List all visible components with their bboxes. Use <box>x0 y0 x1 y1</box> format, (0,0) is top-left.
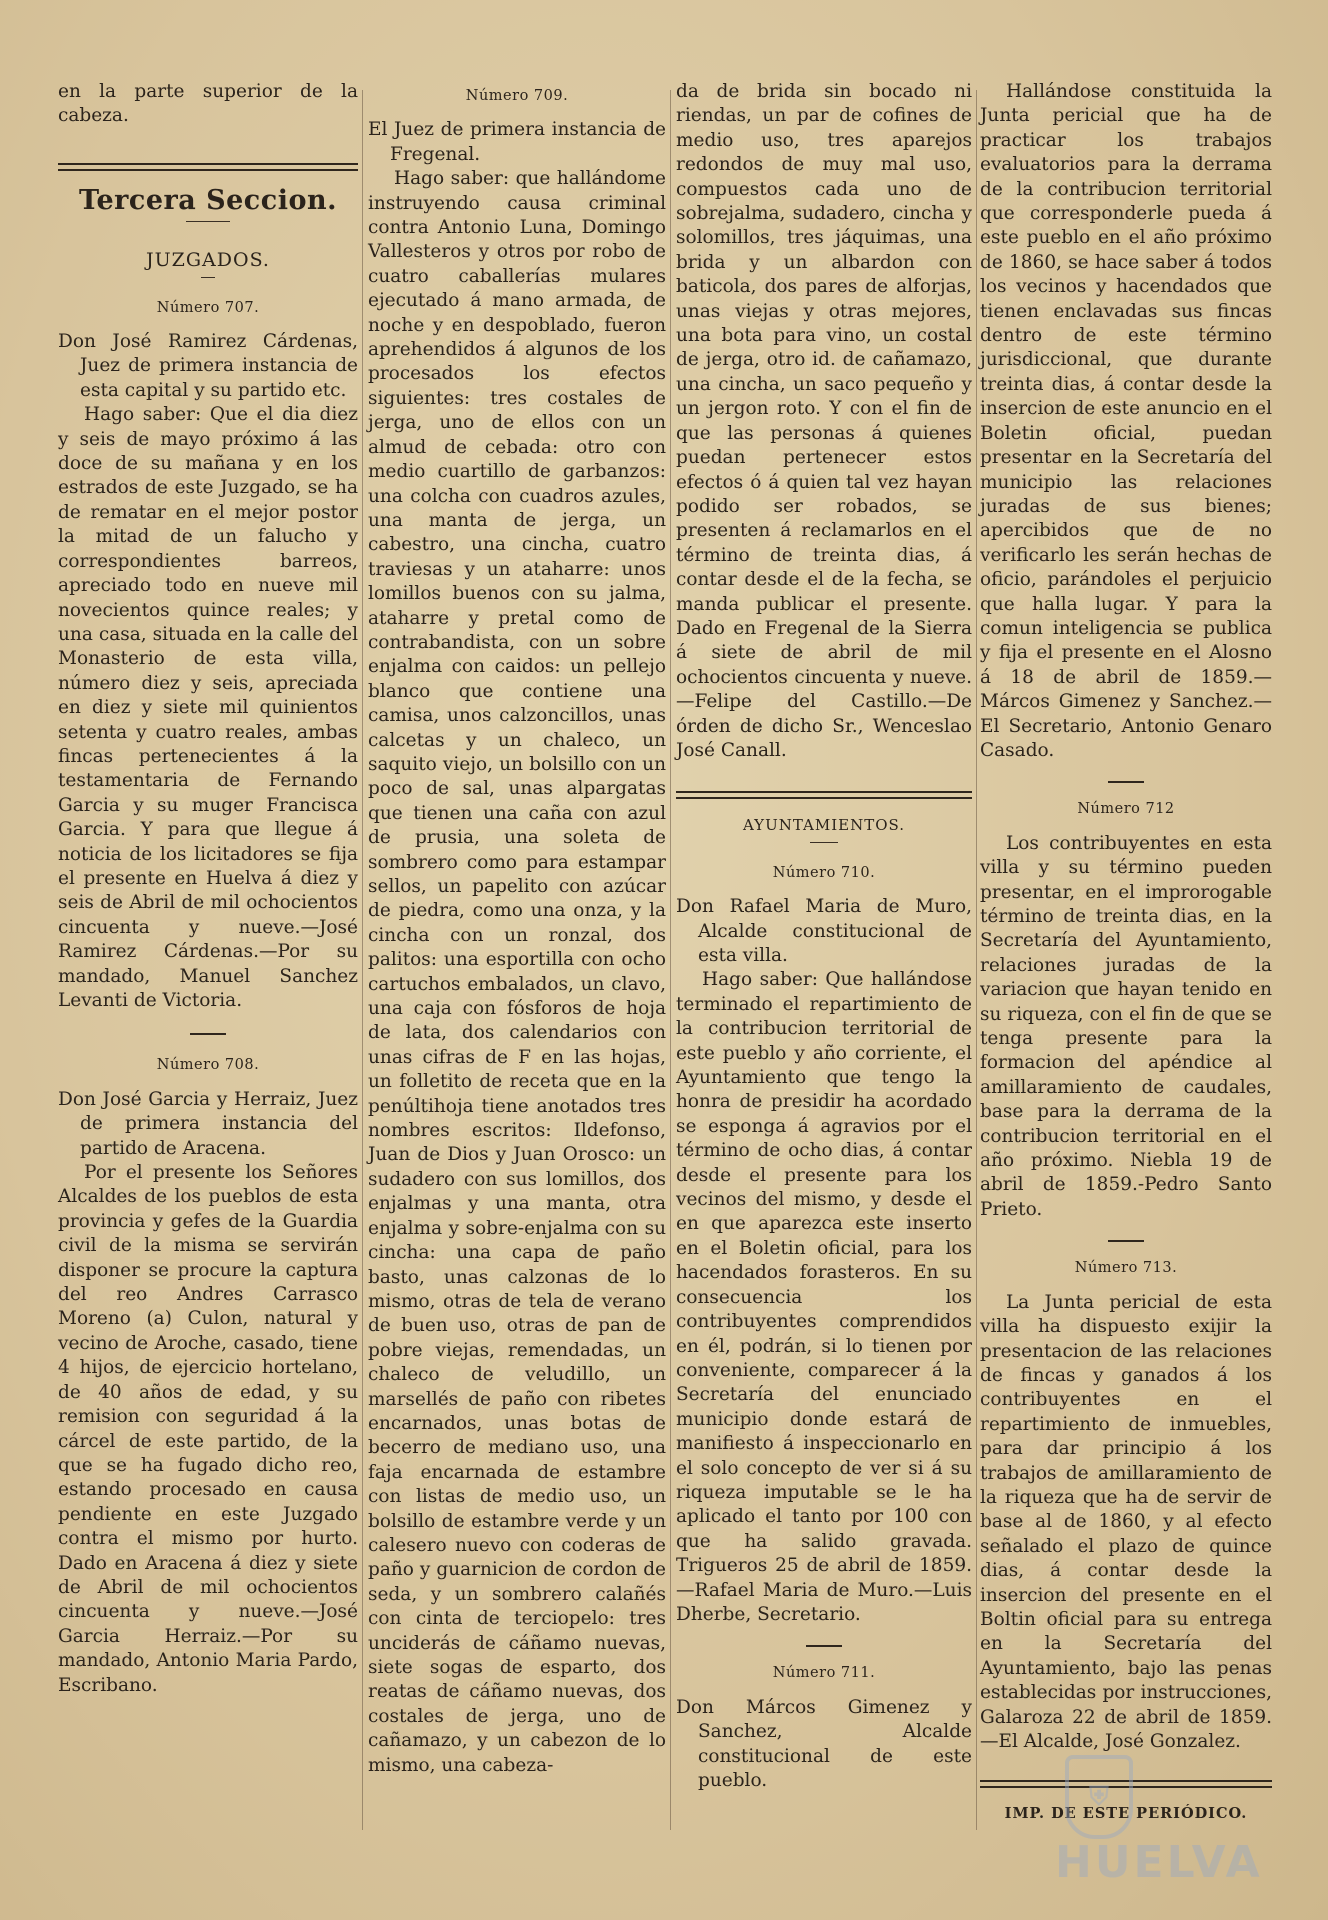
notice-separator <box>190 1033 226 1035</box>
divider <box>810 842 838 843</box>
notice-heading: El Juez de primera instancia de Fregenal. <box>368 119 666 165</box>
notice-number: Número 708. <box>156 1057 260 1074</box>
column-1 <box>58 80 358 1698</box>
column-3 <box>676 80 972 1793</box>
divider <box>186 221 230 222</box>
column-4 <box>980 80 1272 1827</box>
column-2 <box>368 80 666 1778</box>
subsection-title: JUZGADOS. <box>146 249 270 272</box>
notice-heading: Don Márcos Gimenez y Sanchez, Alcalde constitucional de este pueblo. <box>676 1696 972 1791</box>
notice-body: Por el presente los Señores Alcaldes de los pueblos de esta provincia y gefes de la Guardia civil de la misma se servirán disponer se procure la captura del reo Andres Carrasco Moreno (a) Culon, natural y vecino de Aroche, casado, tiene 4 hijos, de ejercicio hortelano, de 40 años de edad, y su remision con seguridad á la cárcel de este partido, de la que se ha fugado dicho reo, estando procesado en causa pendiente en este Juzgado contra el mismo por hurto. Dado en Aracena á diez y siete de Abril de mil ochocientos cincuenta y nueve.—José Garcia Herraiz.—Por su mandado, Antonio Maria Pardo, Escribano. <box>58 1162 358 1696</box>
notice-number: Número 707. <box>156 299 260 316</box>
notice-separator <box>1108 781 1144 783</box>
notice-number: Número 710. <box>772 864 876 881</box>
notice-body: Hago saber: Que hallándose terminado el repartimiento de la contribucion territorial de este pueblo y año corriente, el Ayuntamiento que tengo la honra de presidir ha acordado se esponga á agravios por el término de ocho dias, á contar desde el presente para los vecinos del mismo, y desde el en que aparezca este inserto en el Boletin oficial, para los hacendados forasteros. En su consecuencia los contribuyentes comprendidos en él, podrán, si lo tienen por conveniente, comparecer á la Secretaría del enunciado municipio donde estará de manifiesto á inspeccionarlo en el solo concepto de ver si á su riqueza imputable se le ha aplicado el tanto por 100 con que ha salido gravada. Trigueros 25 de abril de 1859.—Rafael Maria de Muro.—Luis Dherbe, Secretario. <box>676 969 972 1625</box>
notice-body: Los contribuyentes en esta villa y su término pueden presentar, en el improrogable término de treinta dias, en la Secretaría del Ayuntamiento, relaciones juradas de la variacion que hayan tenido en su riqueza, con el fin de que se tenga presente para la formacion del apéndice al amillaramiento de caudales, base para la derrama de la contribucion territorial en el año próximo. Niebla 19 de abril de 1859.-Pedro Santo Prieto. <box>980 832 1272 1220</box>
watermark-label: HUELVA <box>1055 1837 1263 1888</box>
watermark <box>1035 1745 1265 1895</box>
section-title: Tercera Seccion. <box>79 184 337 216</box>
notice-heading: Don José Garcia y Herraiz, Juez de primera instancia del partido de Aracena. <box>58 1088 358 1159</box>
notice-body: La Junta pericial de esta villa ha dispuesto exijir la presentacion de las relaciones de fincas y ganados á los contribuyentes en el repartimiento de inmuebles, para dar principio á los trabajos de amillaramiento de la riqueza que ha de servir de base al de 1860, y al efecto señalado el plazo de quince dias, á contar desde la insercion del presente en el Boltin oficial para su entrega en la Secretaría del Ayuntamiento, bajo las penas establecidas por instrucciones, Galaroza 22 de abril de 1859.—El Alcalde, José Gonzalez. <box>980 1291 1272 1752</box>
divider <box>201 277 215 278</box>
notice-separator <box>806 1645 842 1647</box>
section-rule <box>676 791 972 799</box>
continued-text: en la parte superior de la cabeza. <box>58 81 358 127</box>
notice-number: Número 711. <box>772 1665 876 1682</box>
notice-body: Hago saber: que hallándome instruyendo causa criminal contra Antonio Luna, Domingo Vallesteros y otros por robo de cuatro caballerías mulares ejecutado á mano armada, de noche y en despoblado, fueron aprehendidos á algunos de los procesados los efectos siguientes: tres costales de jerga, uno de ellos con un almud de cebada: otro con medio cuartillo de garbanzos: una colcha con cuadros azules, una manta de jerga, un cabestro, una cincha, cuatro traviesas y un ataharre: unos lomillos buenos con su jalma, ataharre y pretal como de contrabandista, con un sobre enjalma con caidos: un pellejo blanco que contiene una camisa, unos calzoncillos, unas calcetas y un chaleco, un saquito viejo, un bolsillo con un poco de sal, unas alpargatas que tienen una caña con azul de prusia, una soleta de sombrero como para estampar sellos, un papelito con azúcar de piedra, como una onza, y la cincha con un ronzal, dos palitos: una esportilla con ocho cartuchos embalados, un clavo, una caja con fósforos de hoja de lata, dos calendarios con unas cifras de F en las hojas, un folletito de receta que en la penúltihoja tiene anotados tres nombres escritos: Ildefonso, Juan de Dios y Juan Orosco: un sudadero con sus lomillos, dos enjalmas y una manta, otra enjalma y sobre-enjalma con su cincha: una capa de paño basto, unas calzonas de lo mismo, otras de tela de verano de buen uso, otras de pan de pobre viejas, remendadas, un chaleco de veludillo, un marsellés de paño con ribetes encarnados, unas botas de becerro de mediano uso, una faja encarnada de estambre con listas de medio uso, un bolsillo de estambre verde y un calesero nuevo con coderas de paño y guarnicion de cordon de seda, y un sombrero calañés con cinta de terciopelo: tres unciderás de cáñamo nuevas, siete sogas de esparto, dos reatas de cáñamo nuevas, dos costales de jerga, uno de cañamazo, y un cabezon de lo mismo, una cabeza- <box>368 168 666 1776</box>
section-rule <box>58 163 358 171</box>
notice-heading: Don José Ramirez Cárdenas, Juez de primera instancia de esta capital y su partido etc. <box>58 331 358 401</box>
notice-number: Número 712 <box>1077 801 1175 818</box>
notice-body-continued: Hallándose constituida la Junta pericial que ha de practicar los trabajos evaluatorios para la derrama de la contribucion territorial que corresponderle pueda á este pueblo en el año próximo de 1860, se hace saber á todos los vecinos y hacendados que tienen enclavadas sus fincas dentro de este término jurisdiccional, que durante treinta dias, á contar desde la insercion de este anuncio en el Boletin oficial, puedan presentar en la Secretaría del municipio las relaciones juradas de sus bienes; apercibidos que de no verificarlo les serán hechas de oficio, parándoles el perjuicio que halla lugar. Y para la comun inteligencia se publica y fija el presente en el Alosno á 18 de abril de 1859.—Márcos Gimenez y Sanchez.—El Secretario, Antonio Genaro Casado. <box>980 81 1272 761</box>
column-divider <box>976 90 977 1830</box>
notice-body-continued: da de brida sin bocado ni riendas, un par de cofines de medio uso, tres aparejos redondos de muy mal uso, compuestos cada uno de sobrejalma, sudadero, cincha y solomillos, tres jáquimas, una brida y un albardon con baticola, dos pares de alforjas, unas viejas y otras mejores, una bota para vino, un costal de jerga, otro id. de cañamazo, una cincha, un saco pequeño y un jergon roto. Y con el fin de que las personas á quienes puedan pertenecer estos efectos ó á quien tal vez hayan podido ser robados, se presenten á reclamarlos en el término de treinta dias, á contar desde el de la fecha, se manda publicar el presente. Dado en Fregenal de la Sierra á siete de abril de mil ochocientos cincuenta y nueve.—Felipe del Castillo.—De órden de dicho Sr., Wenceslao José Canall. <box>676 81 972 761</box>
notice-heading: Don Rafael Maria de Muro, Alcalde constitucional de esta villa. <box>676 896 972 966</box>
notice-separator <box>1108 1240 1144 1242</box>
notice-number: Número 709. <box>465 88 569 104</box>
notice-number: Número 713. <box>1074 1260 1178 1277</box>
shield-icon: ⛨ <box>1065 1755 1133 1839</box>
column-divider <box>670 90 671 1830</box>
column-divider <box>362 90 363 1830</box>
section-title: AYUNTAMIENTOS. <box>742 816 906 835</box>
notice-body: Hago saber: Que el dia diez y seis de mayo próximo á las doce de su mañana y en los estrados de este Juzgado, se ha de rematar en el mejor postor la mitad de un falucho y correspondientes barreos, apreciado todo en nueve mil novecientos quince reales; y una casa, situada en la calle del Monasterio de esta villa, número diez y seis, apreciada en diez y siete mil quinientos setenta y cuatro reales, ambas fincas pertenecientes á la testamentaria de Fernando Garcia y su muger Francisca Garcia. Y para que llegue á noticia de los licitadores se fija el presente en Huelva á diez y seis de Abril de mil ochocientos cincuenta y nueve.—José Ramirez Cárdenas.—Por su mandado, Manuel Sanchez Levanti de Victoria. <box>58 404 358 1011</box>
imprint: IMP. DE ESTE PERIÓDICO. <box>1004 1805 1248 1823</box>
